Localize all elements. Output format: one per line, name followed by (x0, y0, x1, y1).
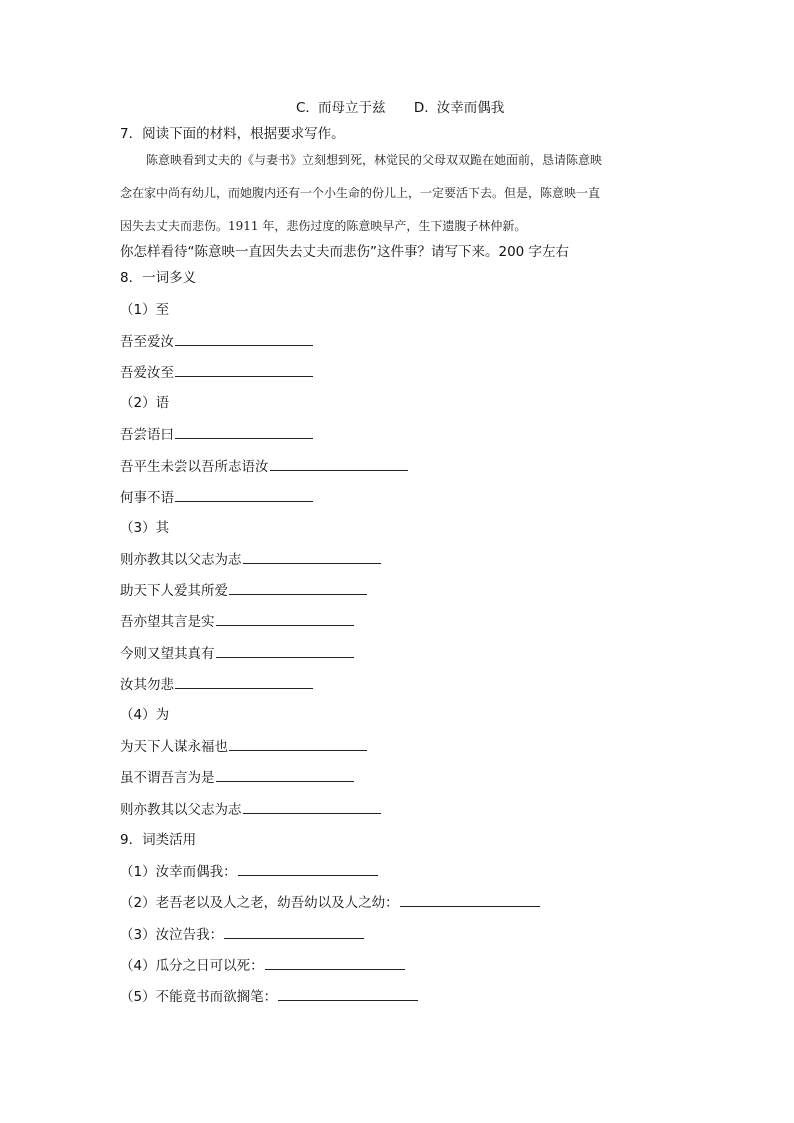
q8-group-label: （1）至 (120, 302, 170, 318)
option-d-letter: D. (413, 100, 429, 116)
q8-item-text: 吾亦望其言是实 (120, 614, 215, 630)
q9-item-text: （4）瓜分之日可以死： (120, 958, 264, 974)
answer-blank[interactable] (216, 767, 354, 782)
q8-group-label: （2）语 (120, 395, 170, 411)
q8-item-row (120, 580, 367, 601)
answer-blank[interactable] (175, 674, 313, 689)
q9-item-text: （5）不能竟书而欲搁笔： (120, 989, 278, 1005)
option-c-text: 而母立于兹 (318, 100, 386, 116)
q8-item-text: 虽不谓吾言为是 (120, 770, 215, 786)
q8-item-row (120, 362, 313, 383)
q8-item-row (120, 549, 381, 570)
q9-item-text: （3）汝泣告我： (120, 927, 224, 943)
answer-blank[interactable] (175, 487, 313, 502)
answer-blank[interactable] (238, 861, 378, 876)
q8-item-text: 吾尝语曰 (120, 427, 174, 443)
q7-passage (120, 150, 692, 233)
q8-item-row (120, 674, 313, 695)
passage-line: 因失去丈夫而悲伤。1911 年，悲伤过度的陈意映早产，生下遗腹子林仲新。 (120, 219, 527, 233)
answer-blank[interactable] (175, 424, 313, 439)
answer-blank[interactable] (216, 611, 354, 626)
q8-item-row (120, 736, 367, 757)
q8-item-row (120, 456, 408, 477)
q8-heading: 8．一词多义 (120, 270, 197, 286)
answer-blank[interactable] (224, 924, 364, 939)
q8-item-row (120, 767, 354, 788)
q8-item-row (120, 643, 354, 664)
q8-item-text: 今则又望其真有 (120, 646, 215, 662)
q8-item-text: 则亦教其以父志为志 (120, 552, 242, 568)
answer-blank[interactable] (175, 331, 313, 346)
q8-item-text: 为天下人谋永福也 (120, 739, 228, 755)
answer-blank[interactable] (400, 892, 540, 907)
q9-item-row (120, 924, 364, 945)
q8-item-text: 则亦教其以父志为志 (120, 802, 242, 818)
q8-item-text: 吾爱汝至 (120, 365, 174, 381)
q7-heading: 7．阅读下面的材料，根据要求写作。 (120, 126, 345, 142)
answer-blank[interactable] (270, 456, 408, 471)
q8-item-row (120, 799, 381, 820)
q8-item-row (120, 331, 313, 352)
option-d-text: 汝幸而偶我 (436, 100, 505, 116)
answer-blank[interactable] (243, 799, 381, 814)
q9-item-row (120, 986, 418, 1007)
q8-group-label: （4）为 (120, 707, 170, 723)
q8-group-label: （3）其 (120, 520, 170, 536)
answer-blank[interactable] (216, 643, 354, 658)
q9-item-text: （1）汝幸而偶我： (120, 864, 237, 880)
answer-blank[interactable] (175, 362, 313, 377)
passage-line: 陈意映看到丈夫的《与妻书》立刻想到死，林觉民的父母双双跪在她面前，恳请陈意映 (146, 153, 603, 167)
passage-line: 念在家中尚有幼儿，而她腹内还有一个小生命的份儿上，一定要活下去。但是，陈意映一直 (120, 186, 601, 200)
q8-item-row (120, 424, 313, 445)
q8-item-text: 何事不语 (120, 490, 174, 506)
q7-prompt: 你怎样看待“陈意映一直因失去丈夫而悲伤”这件事？请写下来。200 字左右 (120, 244, 570, 260)
q9-heading: 9．词类活用 (120, 832, 197, 848)
answer-blank[interactable] (278, 986, 418, 1001)
q9-item-row (120, 892, 540, 913)
q8-item-text: 汝其勿悲 (120, 677, 174, 693)
q9-item-text: （2）老吾老以及人之老，幼吾幼以及人之幼： (120, 895, 399, 911)
q8-item-text: 吾至爱汝 (120, 334, 174, 350)
q8-item-text: 助天下人爱其所爱 (120, 583, 228, 599)
q6-options-row (296, 98, 504, 118)
answer-blank[interactable] (229, 736, 367, 751)
answer-blank[interactable] (229, 580, 367, 595)
answer-blank[interactable] (243, 549, 381, 564)
answer-blank[interactable] (265, 955, 405, 970)
q8-item-row (120, 611, 354, 632)
q8-item-text: 吾平生未尝以吾所志语汝 (120, 459, 269, 475)
q9-item-row (120, 861, 378, 882)
q8-item-row (120, 487, 313, 508)
option-c-letter: C. (296, 100, 310, 116)
q9-item-row (120, 955, 405, 976)
